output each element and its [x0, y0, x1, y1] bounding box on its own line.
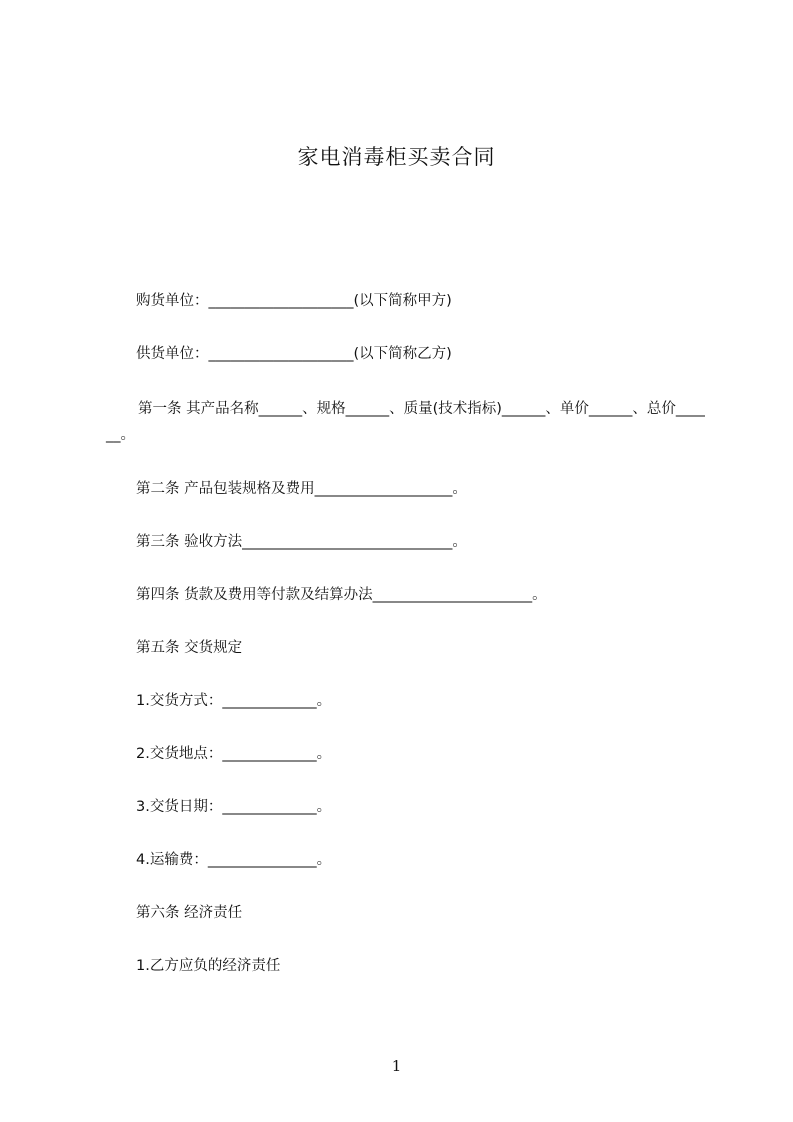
delivery-place: 2.交货地点：_____________。 [136, 746, 332, 762]
document-title: 家电消毒柜买卖合同 [297, 145, 496, 169]
article-1: 第一条 其产品名称______、规格______、质量(技术指标)______、单价______、总价______。 [106, 401, 705, 443]
delivery-method: 1.交货方式：_____________。 [136, 693, 332, 709]
page-number: 1 [391, 1057, 402, 1075]
buyer-line: 购货单位：____________________(以下简称甲方) [136, 293, 452, 309]
article-4: 第四条 货款及费用等付款及结算办法______________________。 [136, 587, 547, 603]
article-2: 第二条 产品包装规格及费用___________________。 [136, 481, 467, 497]
party-b-liability: 1.乙方应负的经济责任 [136, 958, 281, 974]
article-5-heading: 第五条 交货规定 [136, 640, 243, 656]
article-3: 第三条 验收方法_____________________________。 [136, 534, 467, 550]
delivery-date: 3.交货日期：_____________。 [136, 799, 332, 815]
article-6-heading: 第六条 经济责任 [136, 905, 243, 921]
transport-fee: 4.运输费：_______________。 [136, 852, 332, 868]
seller-line: 供货单位：____________________(以下简称乙方) [136, 346, 452, 362]
